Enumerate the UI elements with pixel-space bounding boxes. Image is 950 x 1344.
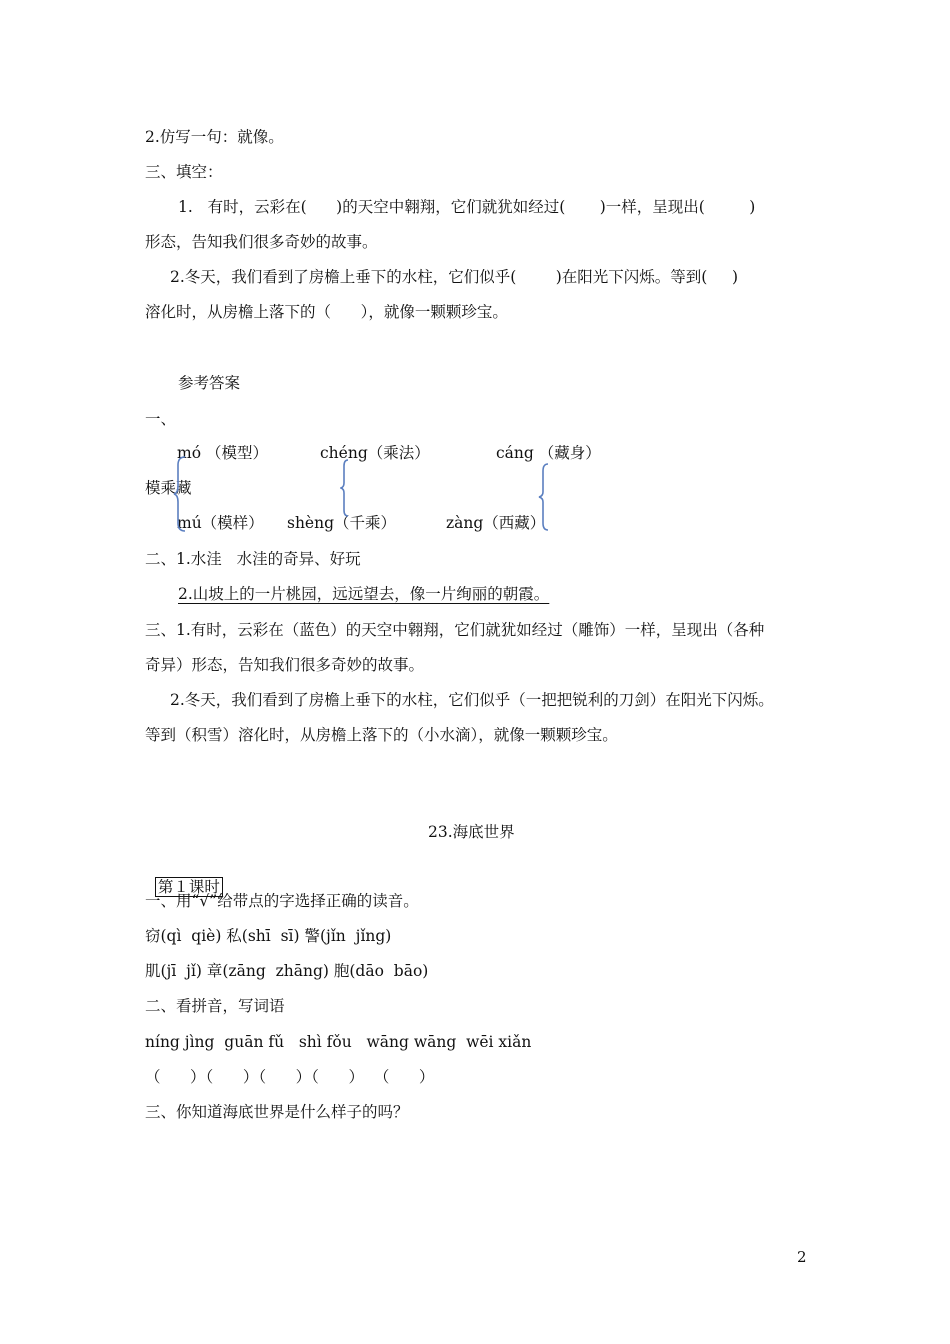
answer-section-2-line2: 2.山坡上的一片桃园，远远望去，像一片绚丽的朝霞。 <box>178 585 550 603</box>
brace-cheng <box>340 458 350 518</box>
answer-section-3-line1: 三、1.有时，云彩在（蓝色）的天空中翱翔，它们就犹如经过（雕饰）一样，呈现出（各种 <box>145 621 765 639</box>
pinyin-zang: zàng（西藏） <box>446 514 546 532</box>
fill-question-2-line2: 溶化时，从房檐上落下的（ ），就像一颗颗珍宝。 <box>145 303 508 321</box>
lesson-question-1-heading: 一、用“√”给带点的字选择正确的读音。 <box>145 892 419 910</box>
pinyin-cang: cáng （藏身） <box>496 444 601 462</box>
answer-section-1-label: 一、 <box>145 410 177 428</box>
brace-mo <box>173 455 187 533</box>
answer-section-3-line3: 2.冬天，我们看到了房檐上垂下的水柱，它们似乎（一把把锐利的刀剑）在阳光下闪烁。 <box>170 691 774 709</box>
lesson-question-2-pinyin: níng jìng guān fǔ shì fǒu wāng wāng wēi xiǎn <box>145 1033 532 1051</box>
imitation-question: 2.仿写一句：就像。 <box>145 128 284 146</box>
fill-question-1-line1: 1. 有时，云彩在( )的天空中翱翔，它们就犹如经过( )一样，呈现出( ) <box>178 198 756 216</box>
lesson-question-3-heading: 三、你知道海底世界是什么样子的吗？ <box>145 1103 409 1121</box>
lesson-question-2-heading: 二、看拼音，写词语 <box>145 997 285 1015</box>
lesson-title: 23.海底世界 <box>428 823 515 841</box>
pinyin-mo: mó （模型） <box>177 444 268 462</box>
pinyin-cheng: chéng（乘法） <box>320 444 430 462</box>
lesson-question-2-blanks: （ ）（ ）（ ）（ ） （ ） <box>145 1068 435 1086</box>
brace-cang <box>538 462 550 532</box>
pinyin-sheng: shèng（千乘） <box>287 514 397 532</box>
fill-question-2-line1: 2.冬天，我们看到了房檐上垂下的水柱，它们似乎( )在阳光下闪烁。等到( ) <box>170 268 739 286</box>
lesson-question-1-line2: 肌(jī jǐ) 章(zāng zhāng) 胞(dāo bāo) <box>145 962 429 980</box>
answer-key-title: 参考答案 <box>178 374 241 392</box>
lesson-question-1-line1: 窃(qì qiè) 私(shī sī) 警(jǐn jǐng) <box>145 927 392 945</box>
answer-section-3-line2: 奇异）形态，告知我们很多奇妙的故事。 <box>145 656 425 674</box>
period-tag: 第１课时 <box>155 877 223 897</box>
answer-section-3-line4: 等到（积雪）溶化时，从房檐上落下的（小水滴），就像一颗颗珍宝。 <box>145 726 618 744</box>
fill-blank-heading: 三、填空： <box>145 163 223 181</box>
pinyin-mu: mú（模样） <box>177 514 264 532</box>
polyphone-base-characters: 模乘藏 <box>145 479 192 497</box>
answer-section-2-line1: 二、1.水洼 水洼的奇异、好玩 <box>145 550 361 568</box>
fill-question-1-line2: 形态，告知我们很多奇妙的故事。 <box>145 233 378 251</box>
page-number: 2 <box>797 1248 807 1266</box>
